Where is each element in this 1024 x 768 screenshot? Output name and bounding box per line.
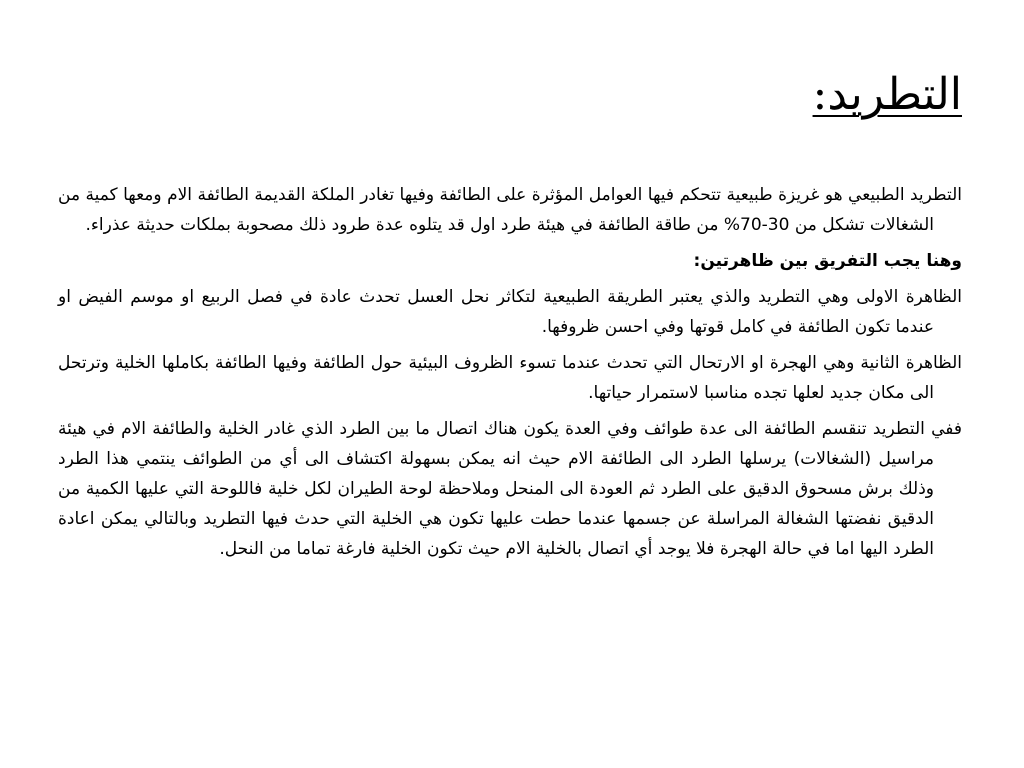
slide-body <box>58 180 962 570</box>
paragraph-natural-swarming: التطريد الطبيعي هو غريزة طبيعية تتحكم فيها العوامل المؤثرة على الطائفة وفيها تغادر الملكة القديمة الطائفة الام ومعها كمية من الشغالات تشكل من 30-70% من طاقة الطائفة في هيئة طرد اول قد يتلوه عدة طرود ذلك مصحوبة بملكات حديثة عذراء. <box>58 185 962 235</box>
paragraph-first-phenomenon: الظاهرة الاولى وهي التطريد والذي يعتبر الطريقة الطبيعية لتكاثر نحل العسل تحدث عادة في فصل الربيع او موسم الفيض او عندما تكون الطائفة في كامل قوتها وفي احسن ظروفها. <box>58 287 962 337</box>
paragraph-two-phenomena-heading: وهنا يجب التفريق بين ظاهرتين: <box>693 251 962 271</box>
slide-title: التطريد: <box>812 69 962 120</box>
paragraph-second-phenomenon: الظاهرة الثانية وهي الهجرة او الارتحال التي تحدث عندما تسوء الظروف البيئية حول الطائفة وفيها الطائفة بكاملها الخلية وترتحل الى مكان جديد لعلها تجده مناسبا لاستمرار حياتها. <box>58 353 962 403</box>
paragraph-swarm-contact: ففي التطريد تنقسم الطائفة الى عدة طوائف وفي العدة يكون هناك اتصال ما بين الطرد الذي غادر الخلية والطائفة الام في هيئة مراسيل (الشغالات) يرسلها الطرد الى الطائفة الام حيث انه يمكن بسهولة اكتشاف الى أي من الطوائف ينتمي هذا الطرد وذلك برش مسحوق الدقيق على الطرد ثم العودة الى المنحل وملاحظة لوحة الطيران لكل خلية فاللوحة التي عليها الكمية من الدقيق نفضتها الشغالة المراسلة عن جسمها عندما حطت عليها تكون هي الخلية التي حدث فيها التطريد وبالتالي يمكن اعادة الطرد اليها اما في حالة الهجرة فلا يوجد أي اتصال بالخلية الام حيث تكون الخلية فارغة تماما من النحل. <box>58 419 962 559</box>
